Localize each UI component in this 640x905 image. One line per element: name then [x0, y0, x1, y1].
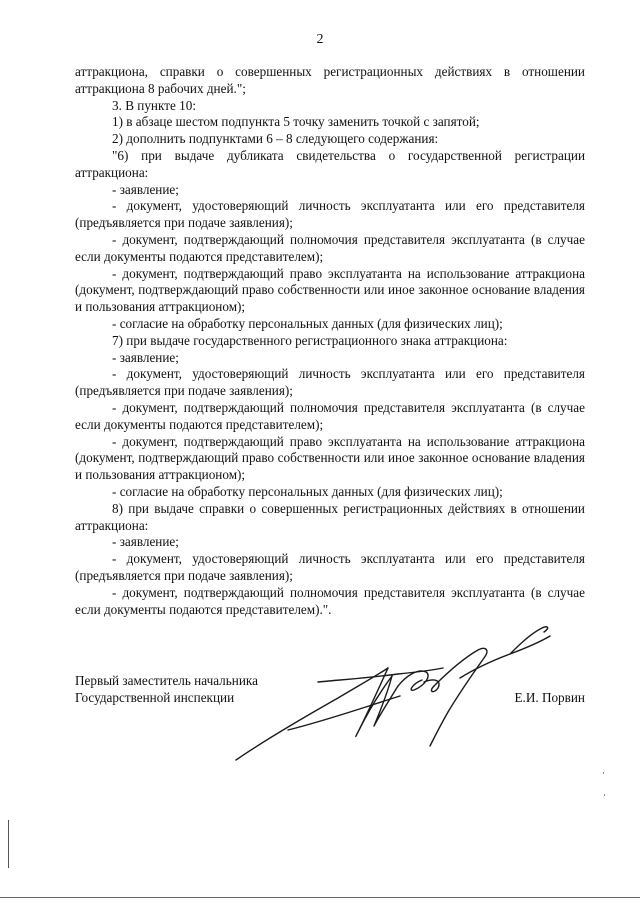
handwritten-signature	[228, 620, 568, 770]
paragraph: - заявление;	[112, 534, 179, 550]
page-number: 2	[316, 32, 324, 47]
paragraph: аттракциона, справки о совершенных регистрационных действиях в отношении аттракциона 8 рабочих дней.";	[75, 64, 585, 96]
paragraph: - документ, удостоверяющий личность эксплуатанта или его представителя (предъявляется при подаче заявления);	[75, 551, 585, 583]
paragraph: 7) при выдаче государственного регистрационного знака аттракциона:	[112, 332, 508, 348]
scan-edge-mark	[8, 820, 9, 868]
paragraph: - согласие на обработку персональных данных (для физических лиц);	[112, 315, 503, 331]
paragraph: "6) при выдаче дубликата свидетельства о государственной регистрации аттракциона:	[75, 147, 585, 180]
paragraph: - документ, подтверждающий право эксплуатанта на использование аттракциона (документ, подтверждающий право собственности или иное законное основание владения и пользования аттракционом);	[75, 433, 585, 483]
paragraph: - документ, подтверждающий полномочия представителя эксплуатанта (в случае если документы подаются представителем).".	[75, 584, 585, 617]
paragraph: - согласие на обработку персональных данных (для физических лиц);	[112, 483, 503, 499]
scan-speck	[604, 794, 605, 796]
scan-speck	[603, 772, 604, 774]
paragraph: - документ, подтверждающий полномочия представителя эксплуатанта (в случае если документы подаются представителем);	[75, 231, 585, 264]
paragraph: 1) в абзаце шестом подпункта 5 точку заменить точкой с запятой;	[112, 114, 480, 130]
paragraph: - документ, удостоверяющий личность эксплуатанта или его представителя (предъявляется при подаче заявления);	[75, 198, 585, 231]
signer-position-line-1: Первый заместитель начальника	[75, 673, 258, 688]
paragraph: - документ, подтверждающий право эксплуатанта на использование аттракциона (документ, подтверждающий право собственности или иное законное основание владения и пользования аттракционом);	[75, 265, 585, 315]
paragraph: 3. В пункте 10:	[112, 97, 196, 113]
paragraph: - документ, удостоверяющий личность эксплуатанта или его представителя (предъявляется при подаче заявления);	[75, 366, 585, 399]
paragraph: - заявление;	[112, 181, 179, 197]
scan-edge-line	[0, 897, 640, 898]
paragraph: - заявление;	[112, 349, 179, 365]
paragraph: - документ, подтверждающий полномочия представителя эксплуатанта (в случае если документы подаются представителем);	[75, 399, 585, 432]
paragraph: 2) дополнить подпунктами 6 – 8 следующего содержания:	[112, 131, 439, 147]
document-body	[75, 64, 585, 618]
paragraph: 8) при выдаче справки о совершенных регистрационных действиях в отношении аттракциона:	[75, 500, 585, 533]
signer-position-line-2: Государственной инспекции	[75, 690, 235, 705]
signer-name: Е.И. Порвин	[514, 690, 585, 705]
